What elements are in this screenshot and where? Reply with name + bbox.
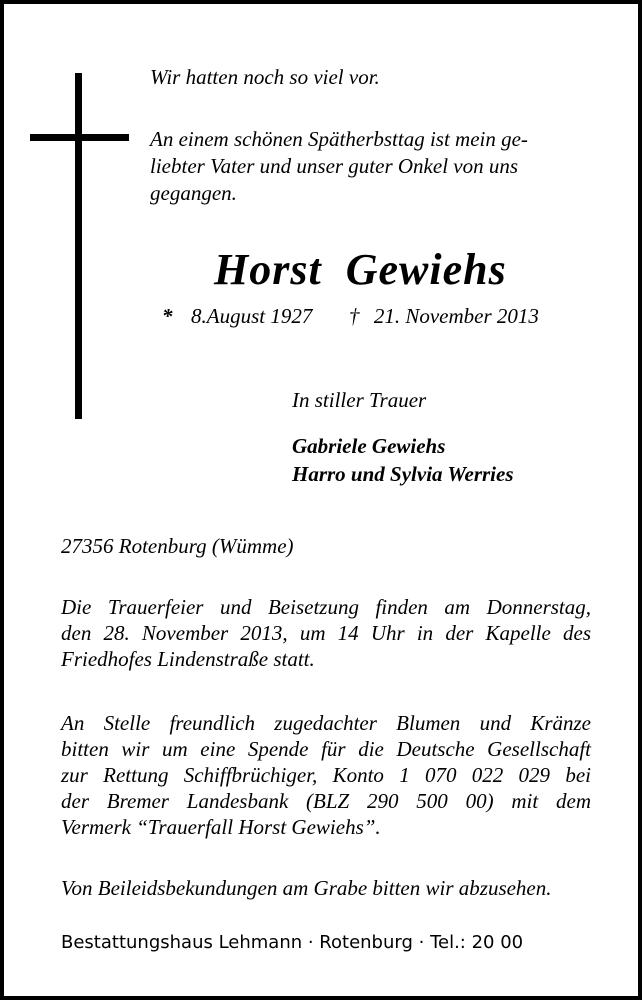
funeral-line: Die Trauerfeier und Beisetzung finden am Donnerstag,	[61, 595, 591, 619]
birth-symbol: *	[162, 304, 173, 328]
donation-line: der Bremer Landesbank (BLZ 290 500 00) mit dem	[61, 789, 591, 813]
deceased-last-name: Gewiehs	[345, 245, 507, 294]
address-line: 27356 Rotenburg (Wümme)	[61, 534, 294, 558]
life-dates	[162, 304, 539, 329]
mourner-list	[292, 432, 514, 488]
mourning-heading: In stiller Trauer	[292, 388, 427, 412]
intro-paragraph-line: liebter Vater und unser guter Onkel von uns	[150, 154, 519, 178]
death-date: 21. November 2013	[373, 304, 539, 328]
funeral-home-footer: Bestattungshaus Lehmann · Rotenburg · Tel.: 20 00	[61, 932, 524, 953]
deceased-first-name: Horst	[214, 245, 322, 294]
donation-line: bitten wir um eine Spende für die Deutsche Gesellschaft	[61, 737, 591, 761]
condolence-note: Von Beileidsbekundungen am Grabe bitten wir abzusehen.	[61, 876, 552, 900]
intro-paragraph-line: gegangen.	[150, 181, 237, 205]
donation-line: An Stelle freundlich zugedachter Blumen und Kränze	[61, 711, 591, 735]
intro-paragraph	[150, 126, 528, 207]
funeral-paragraph	[61, 594, 591, 672]
donation-paragraph	[61, 710, 591, 840]
funeral-line: Friedhofes Lindenstraße statt.	[61, 647, 315, 671]
cross-icon	[75, 73, 82, 419]
death-symbol: †	[348, 304, 360, 328]
cross-icon-bar	[30, 134, 129, 141]
birth-date: 8.August 1927	[191, 304, 313, 328]
intro-line: Wir hatten noch so viel vor.	[150, 65, 380, 89]
donation-line: Vermerk “Trauerfall Horst Gewiehs”.	[61, 815, 381, 839]
funeral-line: den 28. November 2013, um 14 Uhr in der Kapelle des	[61, 621, 591, 645]
mourner-name: Gabriele Gewiehs	[292, 434, 446, 458]
deceased-name	[214, 244, 507, 295]
intro-paragraph-line: An einem schönen Spätherbsttag ist mein ge-	[150, 127, 528, 151]
donation-line: zur Rettung Schiffbrüchiger, Konto 1 070 022 029 bei	[61, 763, 591, 787]
mourner-name: Harro und Sylvia Werries	[292, 462, 514, 486]
